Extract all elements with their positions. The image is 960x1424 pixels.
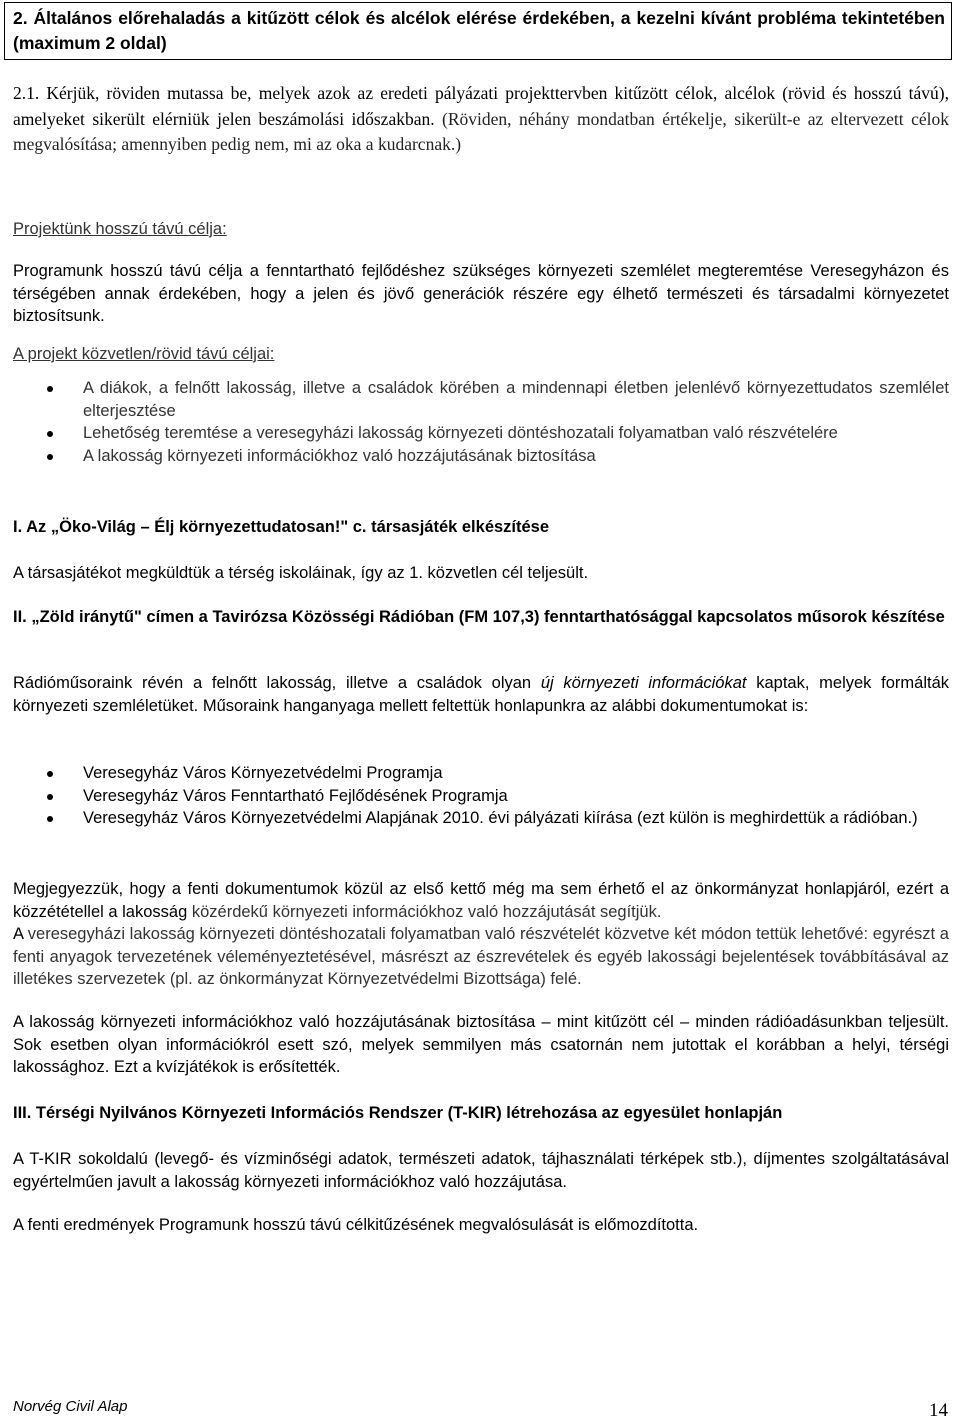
bullet-icon	[47, 431, 53, 437]
section2-conclusion: A lakosság környezeti információkhoz való hozzájutásának biztosítása – mint kitűzött cél – minden rádióadásunkban teljesült. Sok esetben olyan információkról esett szó, melyek semmilyen más csatornán nem jutottak el korábban a helyi, térségi lakossághoz. Ezt a kvízjátékok is erősítették.	[13, 1013, 949, 1076]
list-item: Veresegyház Város Környezetvédelmi Alapjának 2010. évi pályázati kiírása (ezt külön is meghirdettük a rádióban.)	[13, 807, 949, 830]
question-text	[13, 81, 949, 158]
bullet-icon	[47, 771, 53, 777]
bullet-icon	[47, 816, 53, 822]
bullet-icon	[47, 454, 53, 460]
section2-heading: II. „Zöld iránytű" címen a Tavirózsa Közösségi Rádióban (FM 107,3) fenntarthatósággal kapcsolatos műsorok készítése	[13, 608, 945, 626]
short-term-heading: A projekt közvetlen/rövid távú céljai:	[13, 345, 275, 363]
section1-heading: I. Az „Öko-Világ – Élj környezettudatosan!" c. társasjáték elkészítése	[13, 518, 550, 536]
documents-list	[13, 762, 949, 830]
section3-heading: III. Térségi Nyilvános Környezeti Információs Rendszer (T-KIR) létrehozása az egyesület honlapján	[13, 1104, 783, 1122]
section2-italic: új környezeti információkat	[540, 674, 747, 692]
list-item: Veresegyház Város Fenntartható Fejlődésének Programja	[13, 785, 949, 808]
closing-text: A fenti eredmények Programunk hosszú távú célkitűzésének megvalósulását is előmozdította.	[13, 1216, 699, 1234]
question-lead: 2.1. Kérjük, röviden mutassa be, melyek azok az eredeti pályázati projekttervben kitűzött célok, alcélok (rövid és hosszú távú), amelyeket sikerült elérniük jelen beszámolási időszakban.	[13, 83, 949, 129]
short-term-list	[13, 377, 949, 467]
list-item: A lakosság környezeti információkhoz való hozzájutásának biztosítása	[13, 445, 949, 468]
section-title-box	[4, 2, 952, 60]
list-item: Veresegyház Város Környezetvédelmi Programja	[13, 762, 949, 785]
long-term-heading: Projektünk hosszú távú célja:	[13, 220, 227, 238]
long-term-text: Programunk hosszú távú célja a fenntartható fejlődéshez szükséges környezeti szemlélet megteremtése Veresegyházon és térségében annak érdekében, hogy a jelen és jövő generációk részére egy élhető természeti és társadalmi környezetet biztosítsunk.	[13, 262, 949, 325]
section-title: 2. Általános előrehaladás a kitűzött célok és alcélok elérése érdekében, a kezelni kívánt probléma tekintetében (maximum 2 oldal)	[13, 8, 945, 53]
footer-org: Norvég Civil Alap	[13, 1398, 128, 1415]
question-rest: (Röviden, néhány mondatban értékelje, sikerült-e az eltervezett célok megvalósítása; amennyiben pedig nem, mi az oka a kudarcnak.)	[13, 108, 949, 154]
page-number: 14	[929, 1400, 948, 1421]
section1-text: A társasjátékot megküldtük a térség iskoláinak, így az 1. közvetlen cél teljesült.	[13, 564, 589, 582]
section3-text: A T-KIR sokoldalú (levegő- és vízminőségi adatok, természeti adatok, tájhasználati térképek stb.), díjmentes szolgáltatásával egyértelműen javult a lakosság környezeti információkhoz való hozzájutása.	[13, 1150, 949, 1191]
section2-paragraph: Rádióműsoraink révén a felnőtt lakosság, illetve a családok olyan új környezeti információkat kaptak, melyek formálták környezeti szemléletüket. Műsoraink hanganyaga mellett feltettük honlapunkra az alábbi dokumentumokat is:	[13, 674, 949, 715]
bullet-icon	[47, 794, 53, 800]
list-item: A diákok, a felnőtt lakosság, illetve a családok körében a mindennapi életben jelenlévő környezettudatos szemlélet elterjesztése	[13, 377, 949, 422]
list-item: Lehetőség teremtése a veresegyházi lakosság környezeti döntéshozatali folyamatban való részvételére	[13, 422, 949, 445]
bullet-icon	[47, 386, 53, 392]
section2-note: Megjegyezzük, hogy a fenti dokumentumok közül az első kettő még ma sem érhető el az önkormányzat honlapjáról, ezért a közzététellel a lakosság közérdekű környezeti információkhoz való hozzájutását segítjük. A veresegyházi lakosság környezeti döntéshozatali folyamatban való részvételét közvetve két módon tettük lehetővé: egyrészt a fenti anyagok tervezetének véleményeztetésével, másrészt az észrevételek és egyéb lakossági bejelentések továbbításával az illetékes szervezetek (pl. az önkormányzat Környezetvédelmi Bizottsága) felé.	[13, 880, 949, 988]
